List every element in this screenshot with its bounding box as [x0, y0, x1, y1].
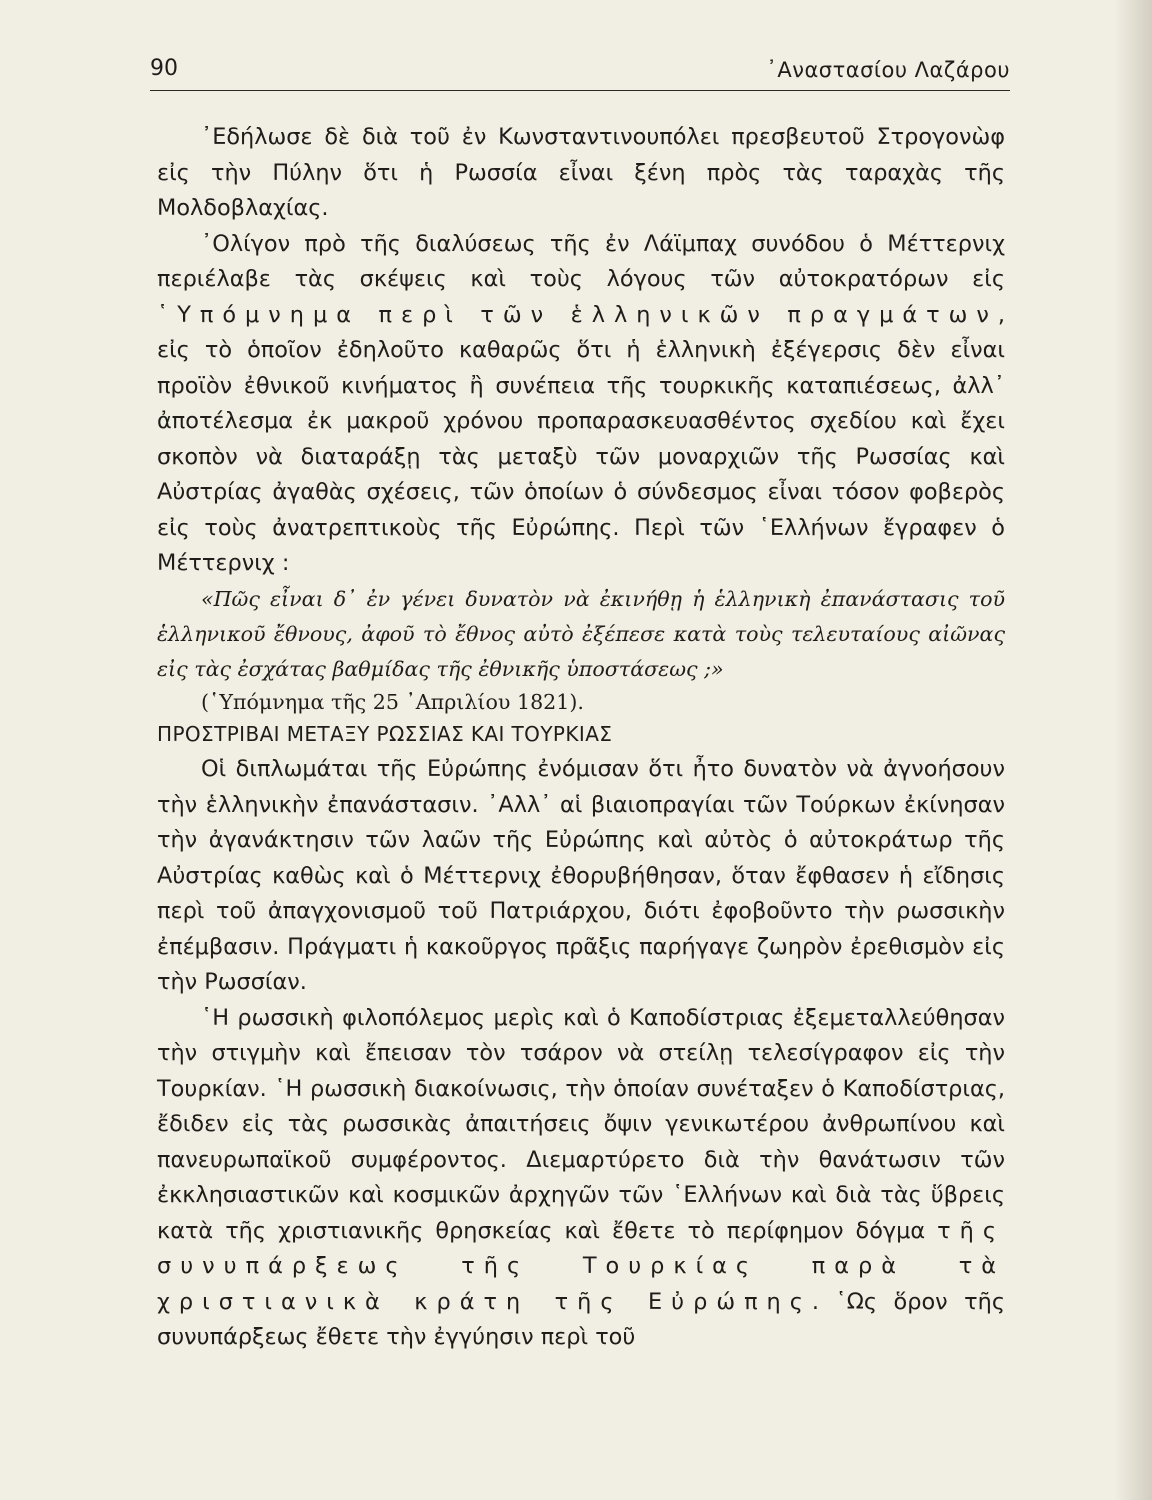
- page-number: 90: [150, 56, 178, 81]
- quote-citation: (῾Υπόμνημα τῆς 25 ᾿Απριλίου 1821).: [201, 689, 584, 714]
- paragraph-2-text-b: , εἰς τὸ ὁποῖον ἐδηλοῦτο καθαρῶς ὅτι ἡ ἑλληνικὴ ἐξέγερσις δὲν εἶναι προϊὸν ἐθνικοῦ κινήματος ἢ συνέπεια τῆς τουρκικῆς καταπιέσεως, ἀλλ᾿ ἀποτέλεσμα ἐκ μακροῦ χρόνου προπαρασκευασθέντος σχεδίου καὶ ἔχει σκοπὸν νὰ διαταράξῃ τὰς μεταξὺ τῶν μοναρχιῶν τῆς Ρωσσίας καὶ Αὐστρίας ἀγαθὰς σχέσεις, τῶν ὁποίων ὁ σύνδεσμος εἶναι τόσον φοβερὸς εἰς τοὺς ἀνατρεπτικοὺς τῆς Εὐρώπης. Περὶ τῶν ῾Ελλήνων ἔγραφεν ὁ Μέττερνιχ :: [157, 301, 1005, 576]
- page-body: [157, 120, 1005, 1356]
- paragraph-2: [157, 227, 1005, 582]
- running-head: ᾿Αναστασίου Λαζάρου: [766, 58, 1010, 82]
- metternich-quote: «Πῶς εἶναι δ᾿ ἐν γένει δυνατὸν νὰ ἐκινήθῃ ἡ ἑλληνικὴ ἐπανάστασις τοῦ ἑλληνικοῦ ἔθνους, ἀφοῦ τὸ ἔθνος αὐτὸ ἐξέπεσε κατὰ τοὺς τελευταίους αἰῶνας εἰς τὰς ἐσχάτας βαθμίδας τῆς ἐθνικῆς ὑποστάσεως ;»: [157, 586, 1005, 681]
- page-header: [150, 56, 1010, 91]
- paragraph-3: Οἱ διπλωμάται τῆς Εὐρώπης ἐνόμισαν ὅτι ἦτο δυνατὸν νὰ ἀγνοήσουν τὴν ἑλληνικὴν ἐπανάστασιν. ᾿Αλλ᾿ αἱ βιαιοπραγίαι τῶν Τούρκων ἐκίνησαν τὴν ἀγανάκτησιν τῶν λαῶν τῆς Εὐρώπης καὶ αὐτὸς ὁ αὐτοκράτωρ τῆς Αὐστρίας καθὼς καὶ ὁ Μέττερνιχ ἐθορυβήθησαν, ὅταν ἔφθασεν ἡ εἴδησις περὶ τοῦ ἀπαγχονισμοῦ τοῦ Πατριάρχου, διότι ἐφοβοῦντο τὴν ρωσσικὴν ἐπέμβασιν. Πράγματι ἡ κακοῦργος πρᾶξις παρήγαγε ζωηρὸν ἐρεθισμὸν εἰς τὴν Ρωσσίαν.: [157, 756, 1005, 995]
- page-edge-shadow: [1114, 0, 1152, 1500]
- paragraph-1: ᾿Εδήλωσε δὲ διὰ τοῦ ἐν Κωνσταντινουπόλει πρεσβευτοῦ Στρογονὼφ εἰς τὴν Πύλην ὅτι ἡ Ρωσσία εἶναι ξένη πρὸς τὰς ταραχὰς τῆς Μολδοβλαχίας.: [157, 124, 1005, 221]
- coexistence-doctrine: τῆς συνυπάρξεως τῆς Τουρκίας παρὰ τὰ χριστιανικὰ κράτη τῆς Εὐρώπης: [157, 1217, 1005, 1315]
- paragraph-2-text-a: ᾿Ολίγον πρὸ τῆς διαλύσεως τῆς ἐν Λάϊμπαχ συνόδου ὁ Μέττερνιχ περιέλαβε τὰς σκέψεις καὶ τοὺς λόγους τῶν αὐτοκρατόρων εἰς: [157, 230, 1005, 292]
- memorandum-title: ῾Υπόμνημα περὶ τῶν ἑλληνικῶν πραγμάτων: [157, 301, 998, 328]
- paragraph-4-text-a: ῾Η ρωσσικὴ φιλοπόλεμος μερὶς καὶ ὁ Καποδίστριας ἐξεμεταλλεύθησαν τὴν στιγμὴν καὶ ἔπεισαν τὸν τσάρον νὰ στείλῃ τελεσίγραφον εἰς τὴν Τουρκίαν. ῾Η ρωσσικὴ διακοίνωσις, τὴν ὁποίαν συνέταξεν ὁ Καποδίστριας, ἔδιδεν εἰς τὰς ρωσσικὰς ἀπαιτήσεις ὄψιν γενικωτέρου ἀνθρωπίνου καὶ πανευρωπαϊκοῦ συμφέροντος. Διεμαρτύρετο διὰ τὴν θανάτωσιν τῶν ἐκκλησιαστικῶν καὶ κοσμικῶν ἀρχηγῶν τῶν ῾Ελλήνων καὶ διὰ τὰς ὕβρεις κατὰ τῆς χριστιανικῆς θρησκείας καὶ ἔθετε τὸ περίφημον δόγμα: [157, 1004, 1005, 1244]
- section-heading: ΠΡΟΣΤΡΙΒΑΙ ΜΕΤΑΞΥ ΡΩΣΣΙΑΣ ΚΑΙ ΤΟΥΡΚΙΑΣ: [157, 721, 613, 746]
- paragraph-4: [157, 1001, 1005, 1356]
- paragraph-4-text-b: . ῾Ως ὅρον τῆς συνυπάρξεως ἔθετε τὴν ἐγγύησιν περὶ τοῦ: [157, 1288, 1005, 1350]
